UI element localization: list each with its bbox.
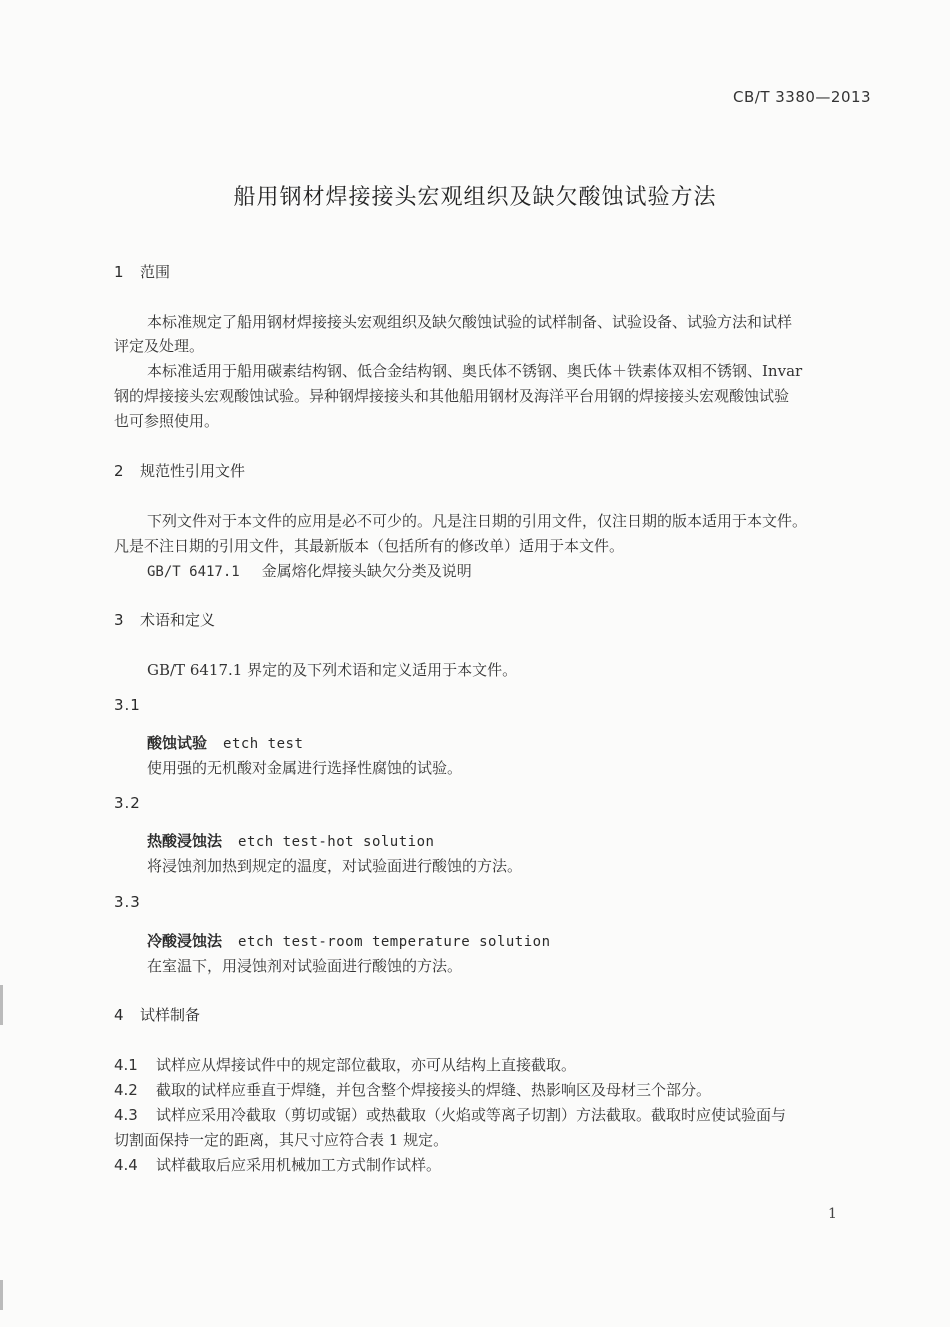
paragraph-line: 凡是不注日期的引用文件，其最新版本（包括所有的修改单）适用于本文件。 [114, 537, 625, 555]
item-text: 试样截取后应采用机械加工方式制作试样。 [156, 1156, 442, 1174]
section-number: 3 [114, 611, 124, 629]
list-item [114, 1054, 576, 1075]
normative-reference [147, 560, 472, 581]
paragraph-line: GB/T 6417.1 界定的及下列术语和定义适用于本文件。 [147, 661, 518, 679]
paragraph-line: 本标准适用于船用碳素结构钢、低合金结构钢、奥氏体不锈钢、奥氏体＋铁素体双相不锈钢、Invar [147, 362, 803, 380]
item-text: 试样应采用冷截取（剪切或锯）或热截取（火焰或等离子切割）方法截取。截取时应使试验面与 [156, 1106, 787, 1124]
term-chinese: 热酸浸蚀法 [147, 832, 223, 850]
paragraph-line: 也可参照使用。 [114, 412, 220, 430]
item-number: 4.1 [114, 1056, 138, 1074]
list-item [114, 1079, 711, 1100]
term-english: etch test-hot solution [238, 834, 435, 850]
term-number: 3.1 [114, 696, 141, 714]
reference-code: GB/T 6417.1 [147, 564, 240, 580]
paragraph-line: 本标准规定了船用钢材焊接接头宏观组织及缺欠酸蚀试验的试样制备、试验设备、试验方法和试样 [147, 313, 793, 331]
term-chinese: 酸蚀试验 [147, 734, 208, 752]
item-text: 截取的试样应垂直于焊缝，并包含整个焊接接头的焊缝、热影响区及母材三个部分。 [156, 1081, 712, 1099]
section-number: 2 [114, 462, 124, 480]
list-item-continuation: 切割面保持一定的距离，其尺寸应符合表 1 规定。 [114, 1131, 449, 1149]
standard-code: CB/T 3380—2013 [733, 88, 872, 106]
term-english: etch test [223, 736, 304, 752]
paragraph-line: 下列文件对于本文件的应用是必不可少的。凡是注日期的引用文件，仅注日期的版本适用于本文件。 [147, 512, 808, 530]
term-heading [147, 830, 434, 851]
item-number: 4.2 [114, 1081, 138, 1099]
item-text: 试样应从焊接试件中的规定部位截取，亦可从结构上直接截取。 [156, 1056, 577, 1074]
section-title: 规范性引用文件 [140, 462, 246, 480]
paragraph-line: 评定及处理。 [114, 337, 205, 355]
section-3-heading [114, 609, 215, 630]
term-number: 3.3 [114, 893, 141, 911]
term-chinese: 冷酸浸蚀法 [147, 932, 223, 950]
page-number: 1 [828, 1206, 837, 1222]
term-heading [147, 930, 551, 951]
section-number: 4 [114, 1006, 124, 1024]
page-title: 船用钢材焊接接头宏观组织及缺欠酸蚀试验方法 [233, 185, 717, 210]
list-item [114, 1154, 441, 1175]
term-definition: 在室温下，用浸蚀剂对试验面进行酸蚀的方法。 [147, 957, 463, 975]
term-english: etch test-room temperature solution [238, 934, 551, 950]
term-heading [147, 732, 303, 753]
section-title: 试样制备 [140, 1006, 201, 1024]
reference-title: 金属熔化焊接头缺欠分类及说明 [261, 562, 472, 580]
section-4-heading [114, 1004, 200, 1025]
section-title: 范围 [140, 263, 171, 281]
term-definition: 使用强的无机酸对金属进行选择性腐蚀的试验。 [147, 759, 463, 777]
paragraph-line: 钢的焊接接头宏观酸蚀试验。异种钢焊接接头和其他船用钢材及海洋平台用钢的焊接接头宏观酸蚀试验 [114, 387, 790, 405]
list-item [114, 1104, 786, 1125]
item-number: 4.3 [114, 1106, 138, 1124]
term-definition: 将浸蚀剂加热到规定的温度，对试验面进行酸蚀的方法。 [147, 857, 523, 875]
section-number: 1 [114, 263, 124, 281]
scan-edge-mark [0, 1280, 3, 1310]
section-title: 术语和定义 [140, 611, 216, 629]
scan-edge-mark [0, 985, 3, 1025]
item-number: 4.4 [114, 1156, 138, 1174]
term-number: 3.2 [114, 794, 141, 812]
section-2-heading [114, 460, 245, 481]
section-1-heading [114, 261, 170, 282]
